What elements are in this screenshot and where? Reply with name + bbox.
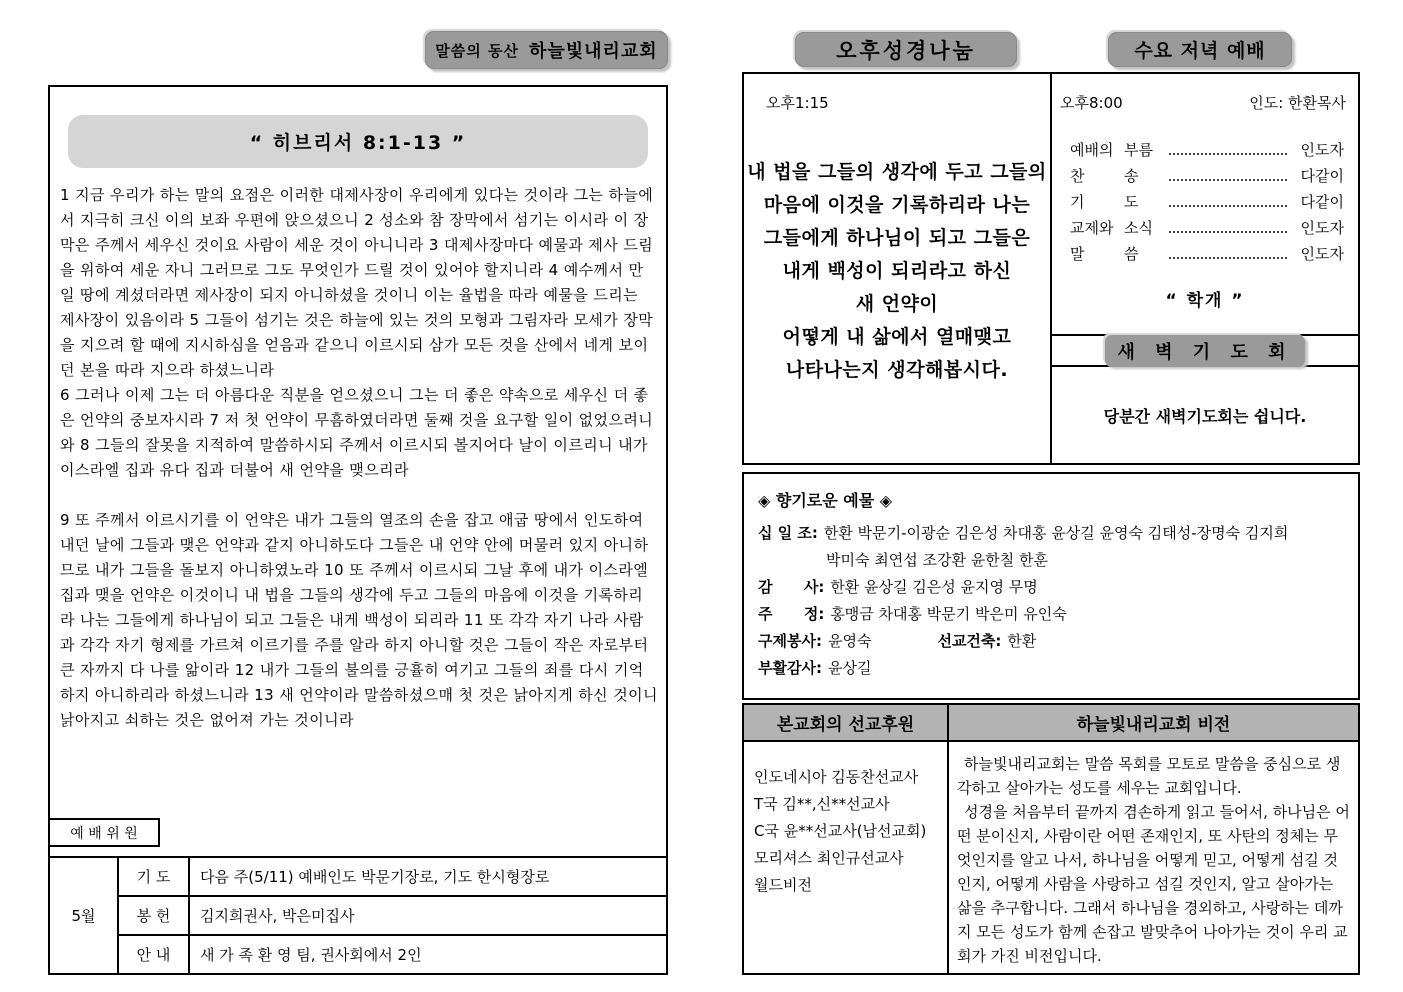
order-item-word2: 소식 bbox=[1124, 219, 1153, 237]
scripture-page bbox=[48, 85, 668, 975]
meditation-line: 내 법을 그들의 생각에 두고 그들의 bbox=[747, 161, 1047, 183]
vision-text bbox=[949, 742, 1358, 973]
dawn-prayer-badge: 새 벽 기 도 회 bbox=[1105, 335, 1304, 367]
sermon-title: “ 학개 ” bbox=[1165, 291, 1245, 311]
scripture-paragraph-3: 9 또 주께서 이르시기를 이 언약은 내가 그들의 열조의 손을 잡고 애굽 땅에서 인도하여 내던 날에 그들과 맺은 언약과 같지 아니하도다 그들은 내 언약 안에 머물러 있지 아니하므로 내가 그들을 돌보지 아니하였노라 10 또 주께서 이르시되 그날 후에 내가 이스라엘 집과 맺을 언약은 이것이니 내 법을 그들의 생각에 두고 그들의 마음에 이것을 기록하리라 나는 그들에게 하나님이 되고 그들은 내게 백성이 되리라 11 또 각각 자기 나라 사람과 각각 자기 형제를 가르쳐 이르기를 주를 알라 하지 아니할 것은 그들이 작은 자로부터 큰 자까지 다 나를 앎이라 12 내가 그들의 불의를 긍휼히 여기고 그들의 죄를 다시 기억하지 아니하리라 하셨느니라 13 새 언약이라 말씀하셨으매 첫 것은 낡아지게 하신 것이니 낡아지고 쇠하는 것은 없어져 가는 것이니라 bbox=[60, 511, 658, 729]
tithe-names: 한환 박문기-이광순 김은성 차대홍 윤상길 윤영숙 김태성-장명숙 김지희 bbox=[823, 524, 1289, 542]
weekly-names: 홍맹금 차대홍 박문기 박은미 유인숙 bbox=[830, 605, 1067, 623]
dawn-prayer-header bbox=[1052, 334, 1358, 367]
order-item-word1: 교제와 bbox=[1070, 219, 1114, 237]
order-item-who: 인도자 bbox=[1300, 245, 1344, 263]
wednesday-time: 오후8:00 bbox=[1060, 94, 1123, 112]
list-item bbox=[1070, 186, 1344, 212]
meditation-line: 내게 백성이 되리라고 하신 bbox=[782, 260, 1012, 282]
committee-row-value: 다음 주(5/11) 예배인도 박문기장로, 기도 한시형장로 bbox=[189, 857, 667, 896]
dotted-leader bbox=[1169, 257, 1287, 259]
table-row bbox=[49, 935, 667, 974]
committee-row-label: 봉 헌 bbox=[118, 896, 189, 935]
easter-names: 윤상길 bbox=[827, 659, 872, 677]
worship-committee-label: 예 배 위 원 bbox=[48, 818, 160, 847]
weekly-label: 주 정: bbox=[758, 605, 825, 623]
worship-committee-table bbox=[48, 856, 668, 975]
church-motto: 말씀의 동산 bbox=[435, 41, 519, 60]
order-of-worship-list bbox=[1070, 134, 1344, 264]
committee-row-value: 김지희권사, 박은미집사 bbox=[189, 896, 667, 935]
dotted-leader bbox=[1169, 231, 1287, 233]
list-item: C국 윤**선교사(남선교회) bbox=[754, 822, 927, 840]
wednesday-service-order bbox=[1052, 74, 1358, 334]
offering-tithe-row bbox=[758, 520, 1348, 547]
order-item-word2: 부름 bbox=[1124, 141, 1153, 159]
committee-row-label: 기 도 bbox=[118, 857, 189, 896]
tithe-label: 십 일 조: bbox=[758, 524, 818, 542]
offering-easter-row bbox=[758, 655, 1348, 682]
afternoon-bible-sharing-badge: 오후성경나눔 bbox=[795, 32, 1017, 67]
offering-thanks-row bbox=[758, 574, 1348, 601]
relief-names: 윤영숙 bbox=[827, 632, 872, 650]
order-item-word1: 예배의 bbox=[1070, 141, 1114, 159]
order-item-word2: 씀 bbox=[1124, 245, 1139, 263]
order-item-word2: 송 bbox=[1124, 167, 1139, 185]
relief-label: 구제봉사: bbox=[758, 632, 822, 650]
dotted-leader bbox=[1169, 205, 1287, 207]
scripture-title: “ 히브리서 8:1-13 ” bbox=[68, 115, 648, 168]
dotted-leader bbox=[1169, 179, 1287, 181]
offering-relief-row bbox=[758, 628, 1348, 655]
list-item: T국 김**,신**선교사 bbox=[754, 795, 890, 813]
table-row bbox=[49, 896, 667, 935]
vision-header: 하늘빛내리교회 비전 bbox=[1076, 715, 1231, 735]
wednesday-time-row bbox=[1060, 92, 1346, 113]
wednesday-service-cell bbox=[1052, 74, 1358, 463]
meditation-line: 어떻게 내 삶에서 열매맺고 bbox=[782, 326, 1012, 348]
dawn-prayer-body bbox=[1052, 367, 1358, 463]
offering-title: ◈ 향기로운 예물 ◈ bbox=[758, 491, 893, 510]
afternoon-bible-sharing-cell bbox=[744, 74, 1052, 463]
list-item bbox=[1070, 160, 1344, 186]
missions-list bbox=[744, 742, 949, 973]
order-item-word1: 기 bbox=[1070, 193, 1085, 211]
order-item-who: 다같이 bbox=[1300, 193, 1344, 211]
dawn-prayer-note: 당분간 새벽기도회는 쉽니다. bbox=[1103, 406, 1307, 426]
church-name: 하늘빛내리교회 bbox=[528, 41, 658, 62]
table-row bbox=[49, 857, 667, 896]
offering-weekly-row bbox=[758, 601, 1348, 628]
vision-paragraph-1: 하늘빛내리교회는 말씀 목회를 모토로 말씀을 중심으로 생각하고 살아가는 성도를 세우는 교회입니다. bbox=[957, 755, 1341, 797]
wednesday-evening-service-badge: 수요 저녁 예배 bbox=[1108, 32, 1292, 67]
committee-row-value: 새 가 족 환 영 팀, 권사회에서 2인 bbox=[189, 935, 667, 974]
church-name-badge bbox=[425, 31, 668, 69]
list-item bbox=[1070, 212, 1344, 238]
scripture-body bbox=[60, 183, 658, 811]
offering-section bbox=[742, 472, 1360, 700]
scripture-paragraph-1: 1 지금 우리가 하는 말의 요점은 이러한 대제사장이 우리에게 있다는 것이라 그는 하늘에서 지극히 크신 이의 보좌 우편에 앉으셨으니 2 성소와 참 장막에서 섬기는 이시라 이 장막은 주께서 세우신 것이요 사람이 세운 것이 아니니라 3 대제사장마다 예물과 제사 드림을 위하여 세운 자니 그러므로 그도 무엇인가 드릴 것이 있어야 할지니라 4 예수께서 만일 땅에 계셨더라면 제사장이 되지 아니하셨을 것이니 이는 율법을 따라 예물을 드리는 제사장이 있음이라 5 그들이 섬기는 것은 하늘에 있는 것의 모형과 그림자라 모세가 장막을 지으려 할 때에 지시하심을 얻음과 같으니 이르시되 삼가 모든 것을 산에서 네게 보이던 본을 따라 지으라 하셨느니라 bbox=[60, 186, 654, 379]
committee-month: 5월 bbox=[49, 857, 118, 974]
order-item-word1: 찬 bbox=[1070, 167, 1085, 185]
easter-label: 부활감사: bbox=[758, 659, 822, 677]
missions-header: 본교회의 선교후원 bbox=[744, 705, 949, 740]
thanks-names: 한환 윤상길 김은성 윤지영 무명 bbox=[830, 578, 1038, 596]
order-item-who: 인도자 bbox=[1300, 219, 1344, 237]
tithe-names-continued: 박미숙 최연섭 조강환 윤한칠 한훈 bbox=[826, 551, 1048, 569]
spacer bbox=[871, 628, 937, 655]
vision-paragraph-2: 성경을 처음부터 끝까지 겸손하게 읽고 들어서, 하나님은 어떤 분이신지, 사람이란 어떤 존재인지, 또 사탄의 정체는 무엇인지를 알고 나서, 하나님을 어떻게 믿고, 어떻게 섬길 것인지, 어떻게 사람을 사랑하고 섬길 것인지, 알고 살아가는 삶을 추구합니다. 그래서 하나님을 경외하고, 사랑하는 데까지 모든 성도가 함께 손잡고 발맞추어 나아가는 것이 우리 교회가 가진 비전입니다. bbox=[957, 803, 1350, 965]
meditation-line: 마음에 이것을 기록하리라 나는 bbox=[763, 194, 1031, 216]
scripture-paragraph-2: 6 그러나 이제 그는 더 아름다운 직분을 얻으셨으니 그는 더 좋은 약속으로 세우신 더 좋은 언약의 중보자시라 7 저 첫 언약이 무흠하였더라면 둘째 것을 요구할 일이 없었으려니와 8 그들의 잘못을 지적하여 말씀하시되 주께서 이르시되 볼지어다 날이 이르리니 내가 이스라엘 집과 유다 집과 더불어 새 언약을 맺으리라 bbox=[60, 386, 654, 479]
meditation-text bbox=[746, 156, 1048, 387]
order-item-word1: 말 bbox=[1070, 245, 1085, 263]
thanks-label: 감 사: bbox=[758, 578, 825, 596]
table-header-row bbox=[744, 705, 1358, 742]
list-item bbox=[1070, 134, 1344, 160]
meditation-line: 나타나는지 생각해봅시다. bbox=[785, 359, 1009, 381]
list-item: 월드비전 bbox=[754, 876, 812, 894]
committee-row-label: 안 내 bbox=[118, 935, 189, 974]
services-table bbox=[742, 72, 1360, 465]
order-item-who: 인도자 bbox=[1300, 141, 1344, 159]
mission-building-names: 한환 bbox=[1007, 632, 1037, 650]
dotted-leader bbox=[1169, 153, 1287, 155]
meditation-line: 새 언약이 bbox=[855, 293, 939, 315]
afternoon-time: 오후1:15 bbox=[766, 94, 829, 112]
missions-vision-table bbox=[742, 703, 1360, 975]
order-item-word2: 도 bbox=[1124, 193, 1139, 211]
order-item-who: 다같이 bbox=[1300, 167, 1344, 185]
mission-building-label: 선교건축: bbox=[937, 632, 1002, 650]
wednesday-leader: 인도: 한환목사 bbox=[1249, 94, 1346, 112]
list-item: 인도네시아 김동찬선교사 bbox=[754, 768, 919, 786]
meditation-line: 그들에게 하나님이 되고 그들은 bbox=[763, 227, 1031, 249]
list-item: 모리셔스 최인규선교사 bbox=[754, 849, 904, 867]
list-item bbox=[1070, 238, 1344, 264]
table-body bbox=[744, 742, 1358, 973]
